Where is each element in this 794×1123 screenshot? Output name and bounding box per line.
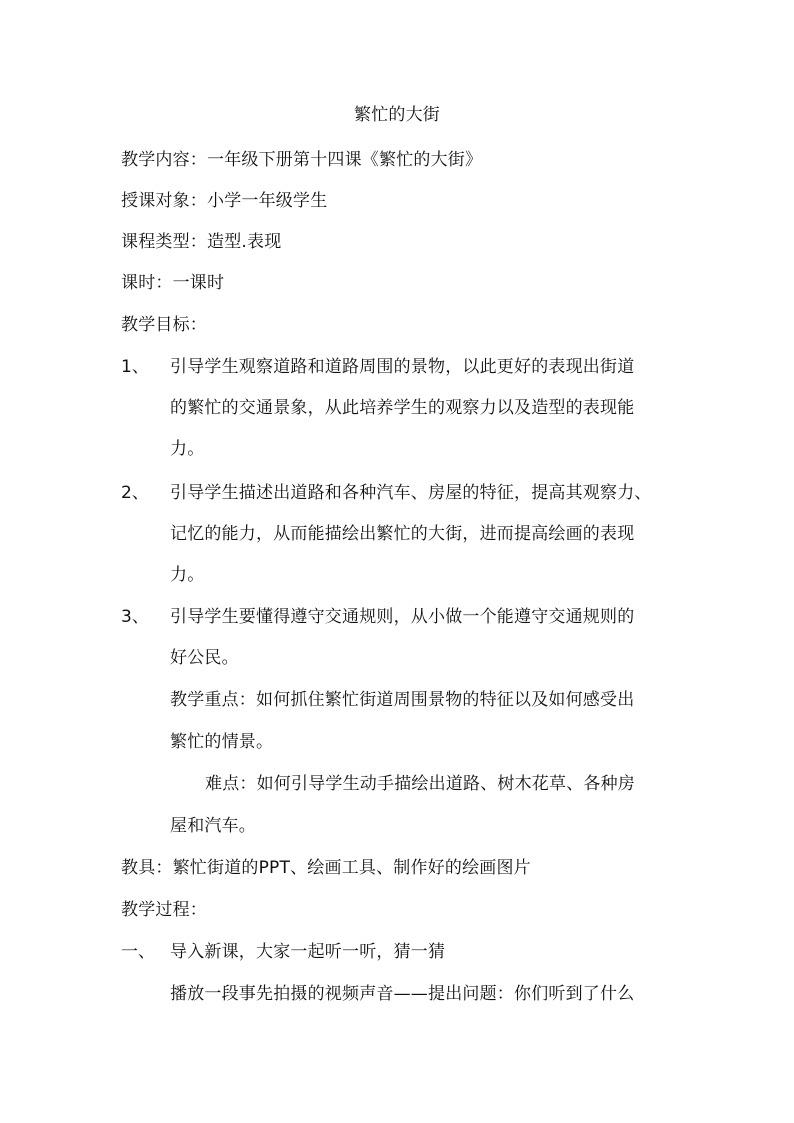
course-type-line: 课程类型：造型.表现 [121,232,282,252]
goal-line: 引导学生描述出道路和各种汽车、房屋的特征，提高其观察力、 [170,483,652,503]
goal-line: 的繁忙的交通景象，从此培养学生的观察力以及造型的表现能 [170,398,635,418]
audience-line: 授课对象：小学一年级学生 [121,191,328,211]
process-heading: 教学过程： [121,900,207,920]
goal-line: 记忆的能力，从而能描绘出繁忙的大街，进而提高绘画的表现 [170,524,635,544]
goal-number: 1、 [121,357,149,377]
process-detail-line: 播放一段事先拍摄的视频声音——提出问题：你们听到了什么 [170,984,635,1004]
document-title: 繁忙的大街 [354,105,440,125]
goal-line: 引导学生观察道路和道路周围的景物，以此更好的表现出街道 [170,357,635,377]
goal-line: 好公民。 [170,648,239,668]
goal-number: 2、 [121,483,149,503]
goal-line: 引导学生要懂得遵守交通规则，从小做一个能遵守交通规则的 [170,607,635,627]
goal-number: 3、 [121,607,149,627]
goal-line: 力。 [170,439,205,459]
key-points-line: 教学重点：如何抓住繁忙街道周围景物的特征以及如何感受出 [170,690,635,710]
difficulties-line: 难点：如何引导学生动手描绘出道路、树木花草、各种房 [205,774,635,794]
process-step-number: 一、 [121,942,155,962]
class-hours-line: 课时：一课时 [121,273,225,293]
process-step-text: 导入新课，大家一起听一听，猜一猜 [170,942,446,962]
difficulties-line: 屋和汽车。 [170,816,256,836]
tools-line: 教具：繁忙街道的PPT、绘画工具、制作好的绘画图片 [121,858,531,878]
key-points-line: 繁忙的情景。 [170,732,274,752]
goal-line: 力。 [170,565,205,585]
teaching-content-line: 教学内容：一年级下册第十四课《繁忙的大街》 [121,150,483,170]
goals-heading: 教学目标： [121,315,207,335]
